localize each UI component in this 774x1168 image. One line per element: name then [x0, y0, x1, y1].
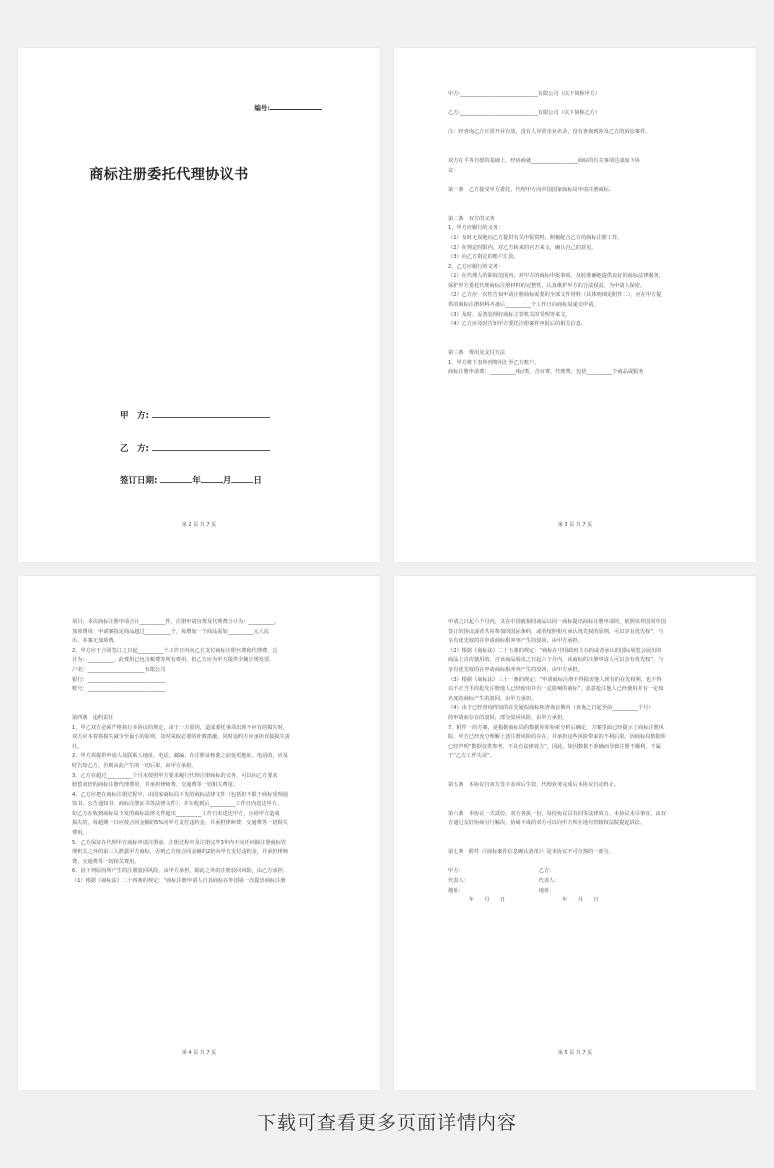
- text-line: 理机关之外的第三人泄露甲方商标，否则乙方按合同金额的2倍向甲方支付违约金，并承担律师: [72, 849, 288, 856]
- text-line: 2、甲方应于合同签订之日起__________个工作日内向乙方支付商标注册官费和代理费，总: [72, 647, 278, 654]
- text-line: 乙方:______________________________有限公司（以下简称乙方）: [448, 110, 601, 117]
- blank-line: [448, 138, 704, 148]
- text-line: 知书、公告通知书、商标注册证书等法律文件），并在收到后__________工作日内送达甲方。: [72, 801, 283, 808]
- text-line: 已经声明“数据仅供参考，不具有法律效力”，因此，如因数据不准确而导致注册不顺利，不属: [448, 743, 661, 750]
- text-line: 时告知乙方，否则由此产生的一切后果，由甲方承担。: [72, 762, 197, 769]
- blank-line: [448, 330, 704, 340]
- text-line: 代表人： 代表人：: [448, 878, 560, 885]
- text-line: 双方在平等自愿的基础上，经协商就__________________商标的有关事项达成如下协: [448, 158, 640, 165]
- blank-line: [448, 800, 704, 810]
- download-caption: 下载可查看更多页面详情内容: [256, 1112, 517, 1134]
- page-number: 第 2 页 共 7 页: [181, 522, 217, 528]
- page-4-body: [72, 618, 328, 887]
- text-line: 1、甲乙双方必须严格执行本协议的规定，由于一方原因，造成委托事项出现不应有的损失时，: [72, 724, 288, 731]
- text-line: 计为：__________。此费用已包含税费等所有费用，但乙方应为甲方提供全额正规发票。: [72, 657, 275, 664]
- blank-line: [448, 100, 704, 110]
- day-blank: [231, 473, 253, 483]
- text-line: 甲方： 乙方：: [448, 868, 555, 875]
- text-line: 第二条 双方的义务: [448, 215, 495, 222]
- text-line: （3）及时、妥善处理好商标主管机关的受理等来文。: [448, 311, 571, 318]
- text-line: 名度的商标产生的驳回，由甲方承担。: [448, 695, 537, 702]
- text-line: 项目；本次商标注册申请合计__________件，注册申请官费及代理费合计为：__________，: [72, 619, 280, 625]
- text-line: 4、乙方应把在商标注册过程中，由国家商标局下发的商标法律文件（包括但不限于商标受理通: [72, 791, 288, 798]
- text-line: 任。: [72, 743, 83, 750]
- text-line: 损失的，每超期一日应按合同金额的5%向甲方支付违约金，并承担律师费、交通费等一切相关: [72, 820, 288, 827]
- text-line: 保护甲方委托代理商标注册材料的完整性，认真维护甲方的合法权益，为申请人保密。: [448, 282, 646, 289]
- text-line: 议：: [448, 167, 459, 174]
- blank-line: [72, 695, 328, 705]
- text-line: 第三条 费用及支付方法: [448, 350, 506, 357]
- text-line: 5、乙方保证在代理甲方商标申请注册前、注册过程中及注册完毕3年内不向任何除注册商标管: [72, 839, 287, 846]
- text-line: （1）根据《商标法》二十四条的规定：“商标注册申请人自其商标在外国第一次提出商标注册: [72, 878, 286, 885]
- text-line: 费、交通费等一切相关费用。: [72, 858, 140, 865]
- blank-line: [448, 762, 704, 772]
- party-a-blank: [152, 408, 270, 418]
- page-5: [394, 576, 756, 1090]
- blank-line: [448, 205, 704, 215]
- text-line: 赔偿双倍的商标注册代理费用，并承担律师费、交通费等一切相关费用。: [72, 782, 239, 789]
- blank-line: [448, 119, 704, 129]
- text-line: 供的商标注册材料齐备后__________个工作日向商标局递交申请。: [448, 302, 599, 309]
- text-line: 1、甲方应履行的义务：: [448, 225, 504, 232]
- document-title: 商标注册委托代理协议书: [89, 167, 249, 183]
- text-line: 申请之日起六个月内，又在中国就相同商品以同一商标提出商标注册申请的，依照该外国同中国: [448, 619, 666, 625]
- page-number: 第 3 页 共 7 页: [557, 522, 593, 528]
- contract-number: 编号:: [254, 103, 322, 112]
- text-line: 户名：______________________有限公司: [72, 666, 166, 673]
- page-3: [394, 48, 756, 562]
- text-line: 银行：______________________________: [72, 676, 166, 683]
- text-line: 第七条 附件（《商标案件信息确认清单》）是本协议不可分割的一部分。: [448, 849, 614, 856]
- text-line: 双方应本着将损失减少至最小的原则，及时采取必要的补救措施，同时违约方应承担直接损失责: [72, 734, 290, 741]
- text-line: 第五条 本协议自双方签字盖章后生效，代理业务完成后本协议自动终止。: [448, 782, 620, 789]
- text-line: 享有优先权的在申请商标相冲突产生的驳回，由甲方承担。: [448, 638, 583, 645]
- text-line: 商品上首次使用的，自该商品展出之日起六个月内，该商标的注册申请人可以享有优先权”，与: [448, 657, 664, 664]
- text-line: 签订的协议或者共同参加的国际条约，或者按照相互承认优先权的原则，可以享有优先权”，与: [448, 628, 664, 635]
- page-3-body: [448, 90, 704, 378]
- text-line: 的申请而存在的驳回，部分驳回风险，由甲方承担。: [448, 714, 568, 721]
- page-4: [18, 576, 380, 1090]
- text-line: 账号：______________________________: [72, 686, 166, 693]
- text-line: 甲方:______________________________有限公司（以下简称甲方）: [448, 91, 601, 97]
- number-blank: [270, 103, 322, 110]
- text-line: 费用。: [72, 830, 88, 837]
- blank-line: [448, 196, 704, 206]
- text-line: （3）向乙方指定的账户汇款。: [448, 254, 519, 261]
- text-line: 币。本案无加项费。: [72, 638, 119, 645]
- text-line: 注：经查询乙方正常开业有效，没有人异常企业名录，没有查询到涉及乙方的诉讼案件。: [448, 129, 651, 136]
- text-line: 3、乙方在超过__________个月未按照甲方要求履行代理注册商标的义务，可以向乙方要求: [72, 772, 278, 779]
- text-line: （4）由于已经查询得知的在先疑似商标和查询盲期内（查询之日起至前__________个月）: [448, 705, 654, 712]
- text-line: 如乙方在收到商标局下发的商标法律文件超出__________工作日未送达甲方，且给甲方造成: [72, 810, 280, 817]
- text-line: 商标注册申请费：__________/标/类，含官费、代理费，包括__________个商品或服务: [448, 369, 644, 376]
- text-line: （1）及时无误地向乙方提供有关申报资料，积极配合乙方的商标注册工作。: [448, 234, 623, 241]
- text-line: 6、因下列原因所产生的注册驳回风险，由甲方承担，除此之外的注册驳回风险，由乙方承担。: [72, 868, 288, 875]
- text-line: 第一条 乙方接受甲方委托，代理甲方向中国国家商标局申请注册商标。: [448, 186, 615, 193]
- blank-line: [72, 704, 328, 714]
- blank-line: [448, 148, 704, 158]
- text-line: 以不正当手段抢先注册他人已经使用并有一定影响的商标”，恶意抢注他人已经使用并有一定知: [448, 686, 664, 693]
- text-line: 2、甲方需提供申请人及联系人地址、电话、邮编，在注册证核准之前变更地址、电话的，应及: [72, 753, 288, 760]
- blank-line: [448, 829, 704, 839]
- text-line: （4）乙方应及时告知甲方委托注册案件申报后的相关信息。: [448, 321, 587, 328]
- text-line: （3）根据《商标法》三十一条的规定：“申请商标注册不得损害他人现有的在先权利，也不得: [448, 676, 662, 683]
- text-line: 加项费用：申请案指定商品超过__________个，每增加一个商品需加__________元人民: [72, 628, 270, 635]
- text-line: 地址： 地址：: [448, 887, 555, 894]
- blank-line: [448, 858, 704, 868]
- text-line: （2）乙方应一次性告知申请注册商标需要的全部文件材料（具体明细见附件二），应在甲方提: [448, 292, 662, 299]
- text-line: 2、乙方应履行的义务：: [448, 263, 504, 270]
- party-b-blank: [152, 441, 270, 451]
- text-line: 于“乙方工作失误”。: [448, 753, 495, 760]
- sign-date-line: 签订日期: 年 月 日: [120, 473, 262, 486]
- text-line: （2）在规定时限内，对乙方转来的官方来文，确认自己的意见。: [448, 244, 597, 251]
- blank-line: [448, 791, 704, 801]
- page-number: 第 4 页 共 7 页: [181, 1050, 217, 1056]
- text-line: 1、甲方将下表所列费用汇至乙方账户。: [448, 359, 540, 366]
- party-b-line: 乙 方:: [120, 441, 270, 454]
- page-cover: [18, 48, 380, 562]
- text-line: 险。甲方已经充分理解上述注册风险的存在，并承担这些风险带来的不利后果。因商标局数据库: [448, 734, 666, 741]
- text-line: 第四条 违约责任: [72, 714, 114, 721]
- text-line: 方通过友好协商另行解决，协商不成的双方可以向甲方所在地有管辖权法院提起诉讼。: [448, 820, 646, 827]
- text-line: 年 月 日 年 月 日: [448, 897, 599, 904]
- blank-line: [448, 339, 704, 349]
- party-a-line: 甲 方:: [120, 408, 270, 421]
- page-5-body: [448, 618, 704, 906]
- text-line: 7、附件一的方案，是根据商标局的数据库库检索分析后确定，方案里面已经提示了商标注册风: [448, 724, 664, 731]
- blank-line: [448, 839, 704, 849]
- text-line: （1）在代理人的职权范围内，对甲方的商标申报事项，及时准确地提供良好的商标法律服务，: [448, 273, 664, 280]
- blank-line: [448, 772, 704, 782]
- text-line: （2）根据《商标法》二十五条的规定：“商标在中国政府主办的或者承认的国际展览会展出的: [448, 647, 662, 654]
- page-number: 第 5 页 共 7 页: [557, 1050, 593, 1056]
- text-line: 第六条 本协议一式贰份，双方各执一份，每份协议具有同等法律效力。本协议未尽事宜，由双: [448, 810, 666, 817]
- year-blank: [160, 473, 192, 483]
- text-line: 享有优先权的在申请商标相冲突产生的驳回，由甲方承担。: [448, 666, 583, 673]
- blank-line: [448, 176, 704, 186]
- month-blank: [201, 473, 223, 483]
